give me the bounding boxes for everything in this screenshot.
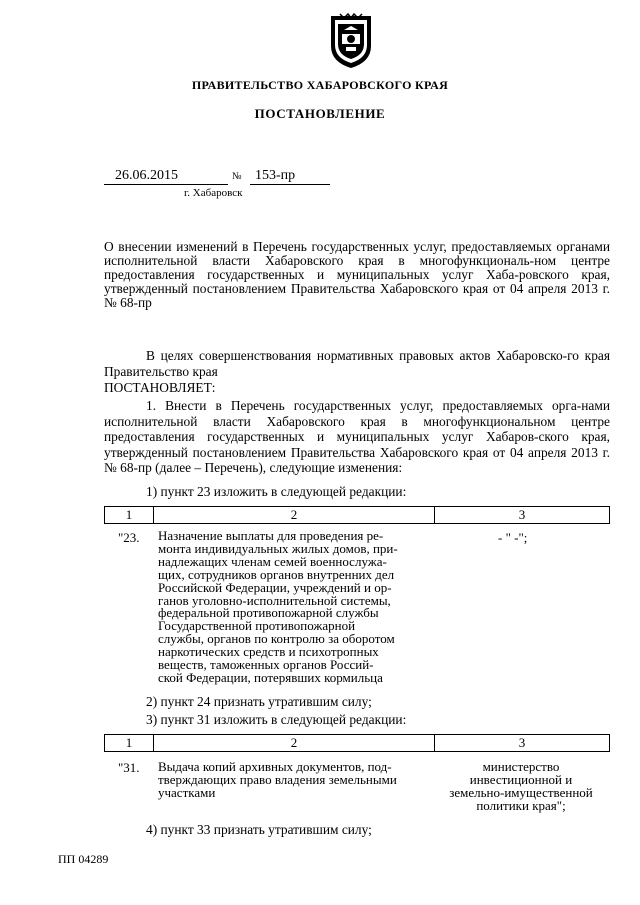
date-underline — [104, 184, 228, 185]
subitem-1: 1) пункт 23 изложить в следующей редакции: — [146, 484, 407, 499]
text-line: Назначение выплаты для проведения ре- — [158, 528, 384, 543]
table-header-cell: 2 — [154, 507, 435, 524]
text-line: земельно-имущественной — [449, 785, 593, 800]
text-line: Выдача копий архивных документов, под- — [158, 759, 392, 774]
row-text — [158, 530, 420, 685]
text-line: ской Федерации, потерявших кормильца — [158, 669, 383, 685]
text-line: политики края"; — [476, 798, 566, 813]
row-text — [158, 760, 420, 799]
item-1-paragraph: 1. Внести в Перечень государственных услуг, предоставляемых орга-нами исполнительной власти Хабаровского края в многофункциональном центре предоставления государственных и муниципальных услуг Хабаров-ского края, утвержденный постановлением Правительства Хабаровского края от 04 апреля 2013 г. № 68-пр (далее – Перечень), следующие изменения: — [104, 398, 610, 475]
text-line: Государственной противопожарной — [158, 618, 356, 634]
intro-paragraph: В целях совершенствования нормативных правовых актов Хабаровско-го края Правительство края — [104, 348, 610, 379]
table-header-cell: 1 — [105, 735, 154, 752]
row-number: "23. — [118, 530, 140, 545]
subitem-2: 2) пункт 24 признать утратившим силу; — [146, 694, 372, 709]
subitem-3: 3) пункт 31 изложить в следующей редакции: — [146, 712, 407, 727]
government-name: ПРАВИТЕЛЬСТВО ХАБАРОВСКОГО КРАЯ — [191, 78, 449, 92]
number-underline — [250, 184, 330, 185]
table-item-23 — [104, 506, 610, 524]
text-line: монта индивидуальных жилых домов, при- — [158, 540, 398, 556]
subitem-4: 4) пункт 33 признать утратившим силу; — [146, 822, 372, 837]
text-line: участками — [158, 785, 216, 800]
text-line: тверждающих право владения земельными — [158, 772, 397, 787]
text-line: Российской Федерации, учреждений и ор- — [158, 579, 392, 595]
table-header-cell: 1 — [105, 507, 154, 524]
decree-date: 26.06.2015 — [115, 168, 178, 183]
text-line: ганов уголовно-исполнительной системы, — [158, 592, 391, 608]
row-col3 — [432, 760, 610, 812]
decree-number: 153-пр — [255, 168, 296, 183]
text-line: федеральной противопожарной службы — [158, 605, 379, 621]
coat-of-arms-icon — [328, 12, 374, 70]
text-line: министерство — [482, 759, 560, 774]
resolves-heading: ПОСТАНОВЛЯЕТ: — [104, 380, 216, 395]
document-type: ПОСТАНОВЛЕНИЕ — [254, 106, 386, 121]
text-line: веществ, таможенных органов Россий- — [158, 657, 374, 673]
row-col3: - " -"; — [498, 530, 528, 545]
table-header-cell: 3 — [435, 735, 610, 752]
decree-title: О внесении изменений в Перечень государственных услуг, предоставляемых органами исполнительной власти Хабаровского края в многофункциональ-ном центре предоставления государственных и муниципальных услуг Хаба-ровского края, утвержденный постановлением Правительства Хабаровского края от 04 апреля 2013 г. № 68-пр — [104, 239, 610, 310]
text-line: наркотических средств и психотропных — [158, 644, 379, 660]
city: г. Хабаровск — [184, 187, 243, 199]
number-sign: № — [232, 171, 242, 182]
text-line: надлежащих членам семей военнослужа- — [158, 553, 387, 569]
document-code: ПП 04289 — [58, 852, 109, 866]
table-header-cell: 3 — [435, 507, 610, 524]
text-line: инвестиционной и — [469, 772, 573, 787]
row-number: "31. — [118, 760, 140, 775]
text-line: щих, сотрудников органов внутренних дел — [158, 566, 395, 582]
text-line: службы, органов по контролю за оборотом — [158, 631, 395, 647]
table-header-cell: 2 — [154, 735, 435, 752]
table-item-31 — [104, 734, 610, 752]
